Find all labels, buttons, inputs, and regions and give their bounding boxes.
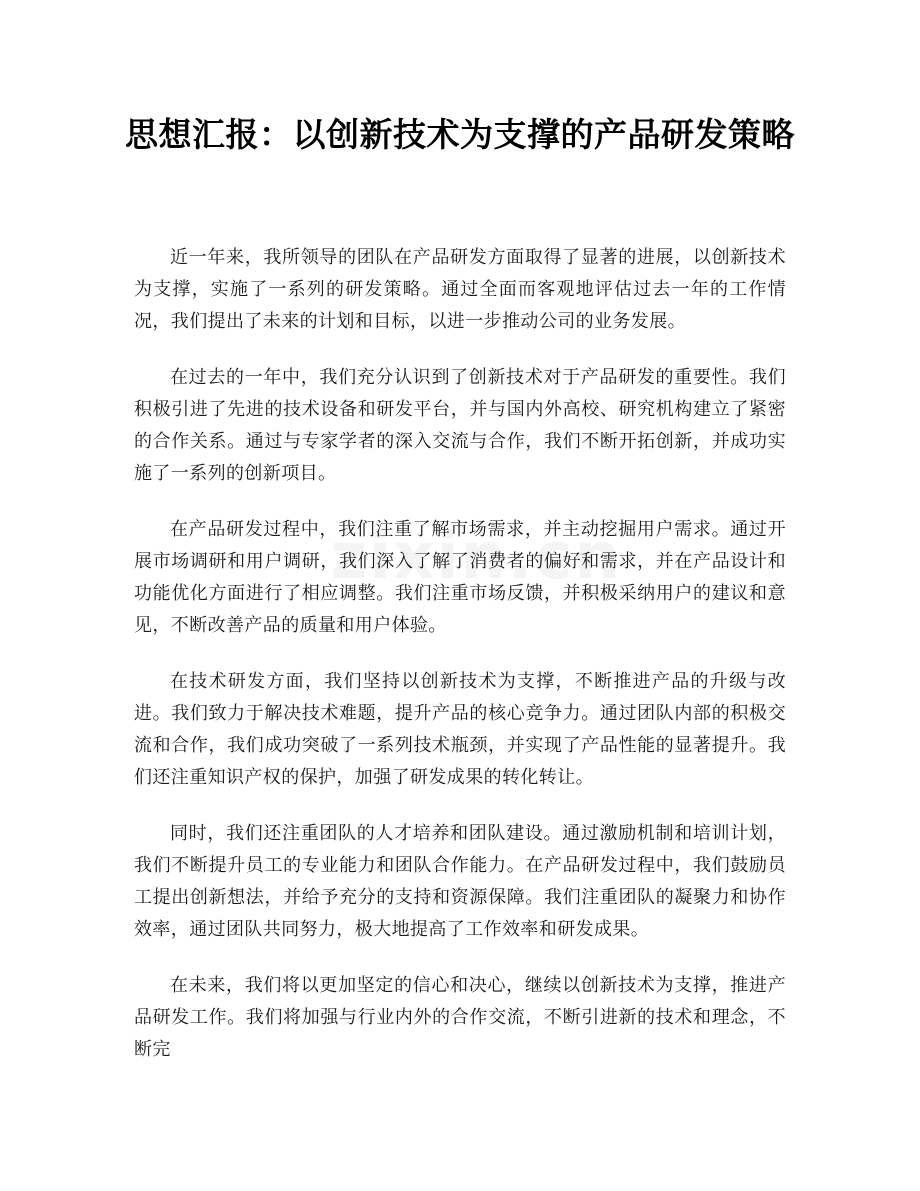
paragraph: 在产品研发过程中，我们注重了解市场需求，并主动挖掘用户需求。通过开展市场调研和用户调研，我们深入了解了消费者的偏好和需求，并在产品设计和功能优化方面进行了相应调整。我们注重市场反馈，并积极采纳用户的建议和意见，不断改善产品的质量和用户体验。 <box>134 519 786 636</box>
paragraph: 同时，我们还注重团队的人才培养和团队建设。通过激励机制和培训计划，我们不断提升员工的专业能力和团队合作能力。在产品研发过程中，我们鼓励员工提出创新想法，并给予充分的支持和资源保障。我们注重团队的凝聚力和协作效率，通过团队共同努力，极大地提高了工作效率和研发成果。 <box>134 823 786 940</box>
paragraph: 在技术研发方面，我们坚持以创新技术为支撑，不断推进产品的升级与改进。我们致力于解决技术难题，提升产品的核心竞争力。通过团队内部的积极交流和合作，我们成功突破了一系列技术瓶颈，并实现了产品性能的显著提升。我们还注重知识产权的保护，加强了研发成果的转化转让。 <box>134 671 786 788</box>
paragraph: 在过去的一年中，我们充分认识到了创新技术对于产品研发的重要性。我们积极引进了先进的技术设备和研发平台，并与国内外高校、研究机构建立了紧密的合作关系。通过与专家学者的深入交流与合作，我们不断开拓创新，并成功实施了一系列的创新项目。 <box>134 367 786 484</box>
document-title: 思想汇报：以创新技术为支撑的产品研发策略 <box>125 115 795 154</box>
paragraph: 在未来，我们将以更加坚定的信心和决心，继续以创新技术为支撑，推进产品研发工作。我们将加强与行业内外的合作交流，不断引进新的技术和理念，不断完 <box>134 975 786 1060</box>
document-body <box>134 242 786 1090</box>
paragraph: 近一年来，我所领导的团队在产品研发方面取得了显著的进展，以创新技术为支撑，实施了一系列的研发策略。通过全面而客观地评估过去一年的工作情况，我们提出了未来的计划和目标，以进一步推动公司的业务发展。 <box>134 247 786 332</box>
